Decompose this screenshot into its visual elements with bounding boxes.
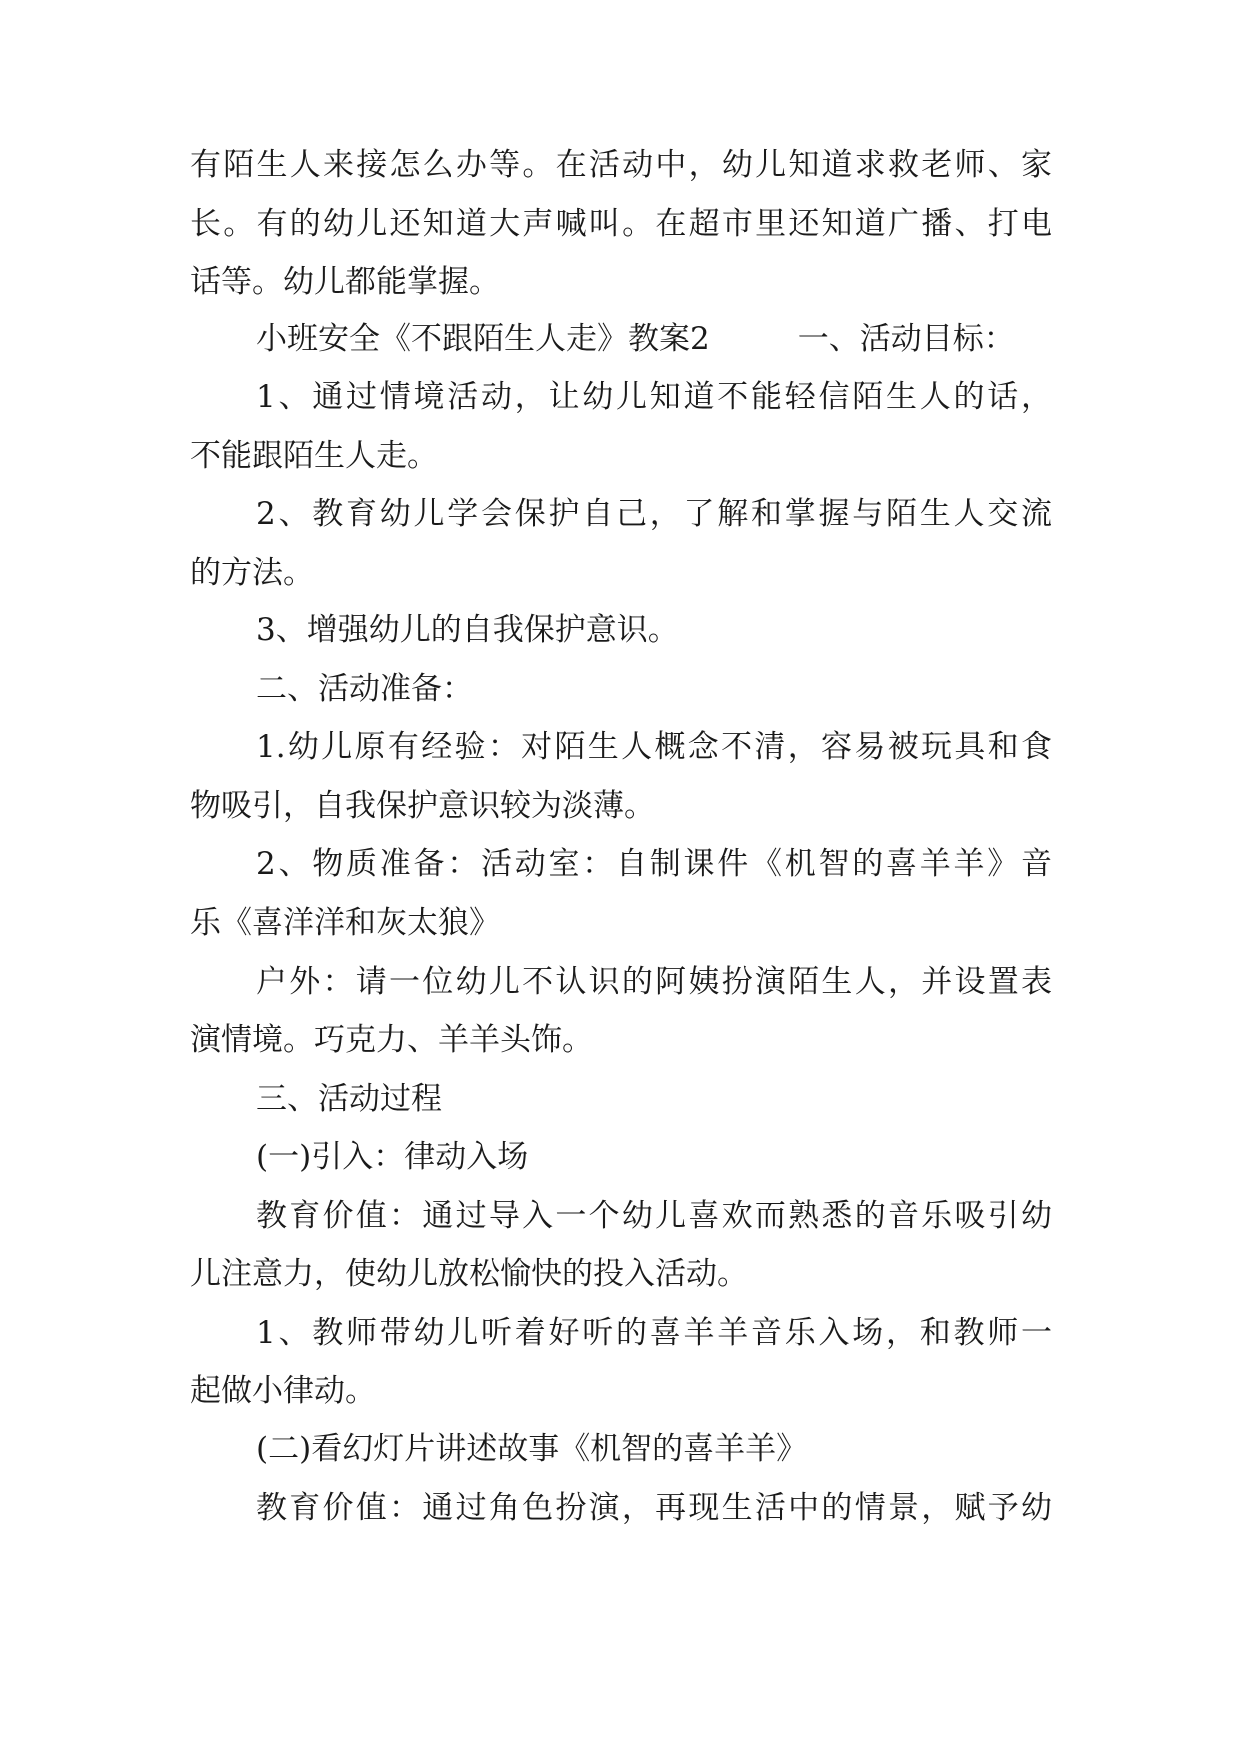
text-line: 户外：请一位幼儿不认识的阿姨扮演陌生人，并设置表 [256,964,1052,1000]
text-line: 教育价值：通过角色扮演，再现生活中的情景，赋予幼 [256,1490,1052,1526]
text-line: 儿注意力，使幼儿放松愉快的投入活动。 [190,1256,748,1292]
text-line: 的方法。 [190,555,314,591]
text-line: 3、增强幼儿的自我保护意识。 [256,612,679,648]
text-line: 2、物质准备：活动室：自制课件《机智的喜羊羊》音 [256,846,1052,882]
text-line: 不能跟陌生人走。 [190,438,438,474]
section-heading: 二、活动准备： [256,671,473,707]
text-line [0,319,1241,359]
text-line: 演情境。巧克力、羊羊头饰。 [190,1022,593,1058]
text-line: 乐《喜洋洋和灰太狼》 [190,905,500,941]
sub-heading: (二)看幻灯片讲述故事《机智的喜羊羊》 [256,1431,808,1467]
sub-heading: (一)引入：律动入场 [256,1139,529,1175]
text-line: 教育价值：通过导入一个幼儿喜欢而熟悉的音乐吸引幼 [256,1198,1052,1234]
document-title: 小班安全《不跟陌生人走》教案2 [256,321,710,357]
text-line: 1、通过情境活动，让幼儿知道不能轻信陌生人的话， [256,379,1052,415]
text-line: 2、教育幼儿学会保护自己，了解和掌握与陌生人交流 [256,496,1052,532]
text-line: 话等。幼儿都能掌握。 [190,264,500,300]
text-line: 物吸引，自我保护意识较为淡薄。 [190,788,655,824]
text-line: 1、教师带幼儿听着好听的喜羊羊音乐入场，和教师一 [256,1315,1052,1351]
text-line: 起做小律动。 [190,1373,376,1409]
section-heading: 三、活动过程 [256,1081,442,1117]
text-line: 1.幼儿原有经验：对陌生人概念不清，容易被玩具和食 [256,729,1052,765]
text-line: 长。有的幼儿还知道大声喊叫。在超市里还知道广播、打电 [190,206,1052,242]
text-line: 有陌生人来接怎么办等。在活动中，幼儿知道求救老师、家 [190,147,1052,183]
section-heading: 一、活动目标： [797,321,1015,357]
